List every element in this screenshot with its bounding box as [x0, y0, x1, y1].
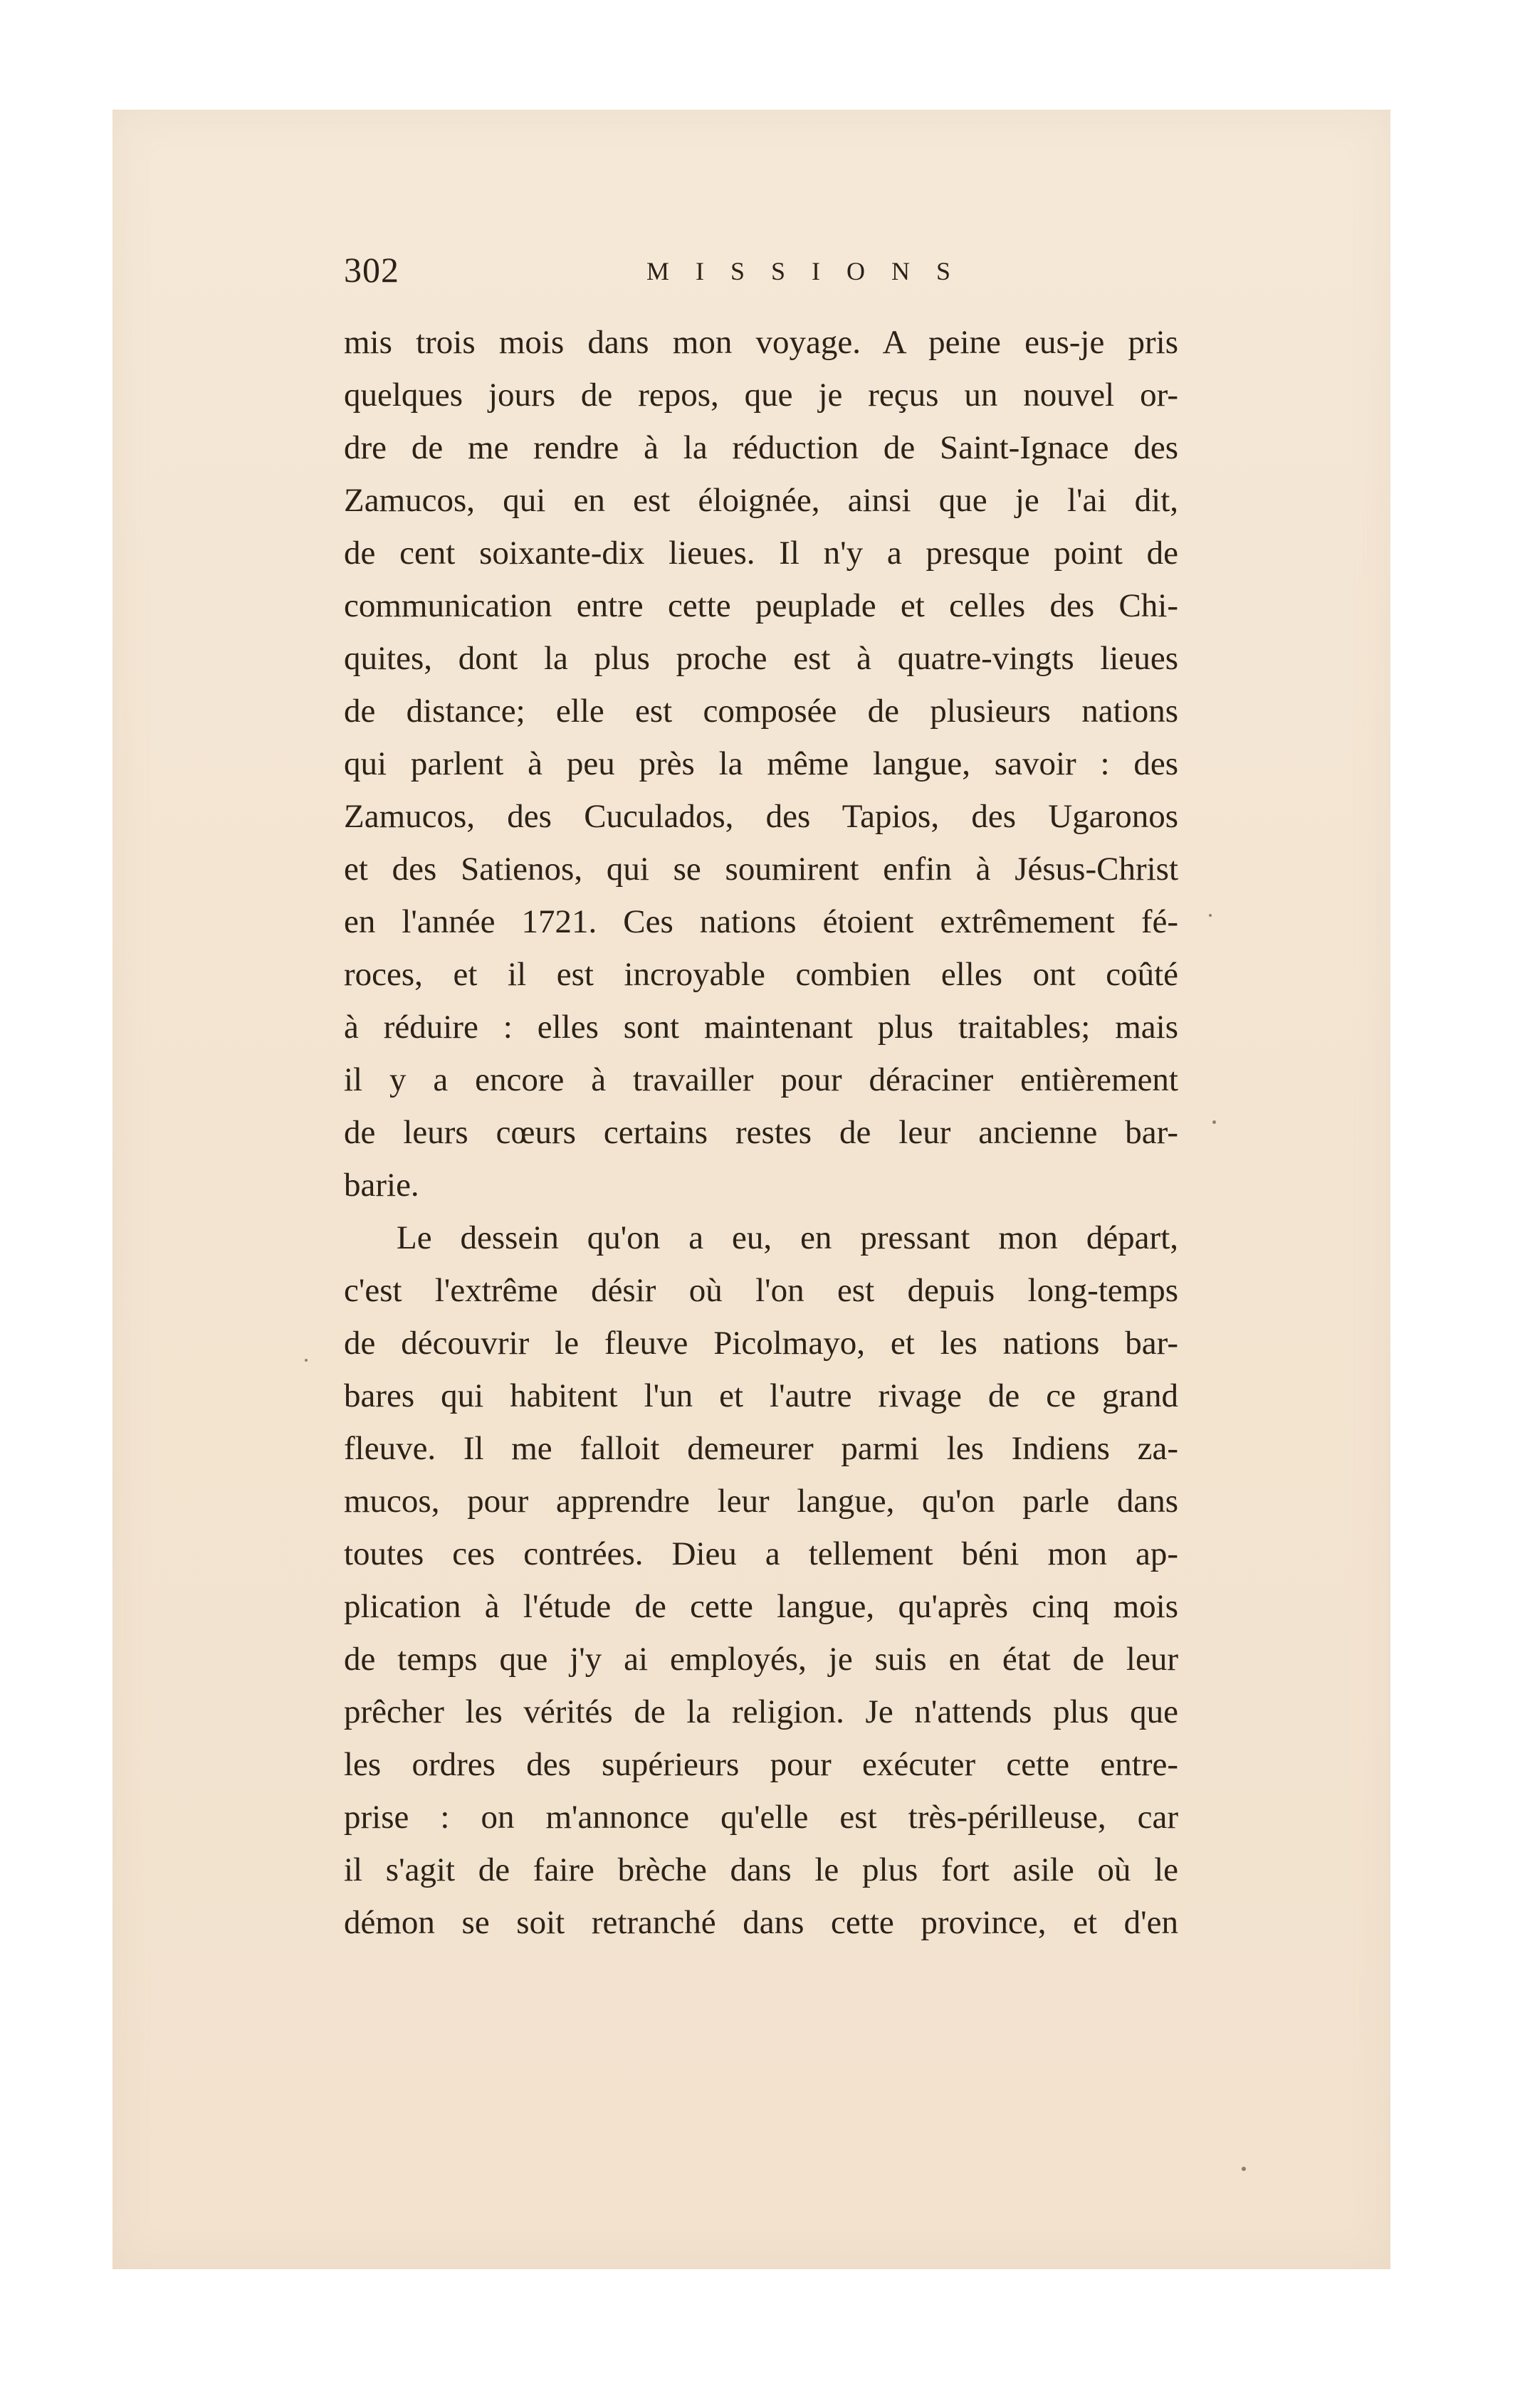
- text-line: dre de me rendre à la réduction de Saint-Ignace des: [344, 429, 1178, 466]
- text-line: qui parlent à peu près la même langue, savoir : des: [344, 745, 1178, 782]
- text-line: de temps que j'y ai employés, je suis en état de leur: [344, 1641, 1178, 1678]
- text-line: de cent soixante-dix lieues. Il n'y a presque point de: [344, 535, 1178, 572]
- text-line: roces, et il est incroyable combien elles ont coûté: [344, 956, 1178, 993]
- text-line: prise : on m'annonce qu'elle est très-périlleuse, car: [344, 1799, 1178, 1836]
- text-line: barie.: [344, 1167, 419, 1204]
- text-line: communication entre cette peuplade et celles des Chi-: [344, 587, 1178, 624]
- running-title: MISSIONS: [646, 257, 977, 285]
- paper-speck: [305, 1359, 308, 1362]
- text-line: il y a encore à travailler pour déraciner entièrement: [344, 1061, 1178, 1098]
- text-line: mucos, pour apprendre leur langue, qu'on parle dans: [344, 1483, 1178, 1520]
- body-text: [344, 316, 1178, 1949]
- text-line: bares qui habitent l'un et l'autre rivage de ce grand: [344, 1377, 1178, 1414]
- text-line: quelques jours de repos, que je reçus un nouvel or-: [344, 377, 1178, 414]
- text-line: les ordres des supérieurs pour exécuter cette entre-: [344, 1746, 1178, 1783]
- book-page: [112, 110, 1390, 2269]
- paper-speck: [1242, 2167, 1246, 2171]
- text-line: et des Satienos, qui se soumirent enfin à Jésus-Christ: [344, 851, 1178, 888]
- text-line: il s'agit de faire brèche dans le plus fort asile où le: [344, 1851, 1178, 1888]
- text-line: c'est l'extrême désir où l'on est depuis long-temps: [344, 1272, 1178, 1309]
- paper-speck: [1212, 1120, 1216, 1124]
- text-line: plication à l'étude de cette langue, qu'après cinq mois: [344, 1588, 1178, 1625]
- page-header: [344, 249, 1178, 292]
- text-line: en l'année 1721. Ces nations étoient extrêmement fé-: [344, 903, 1178, 940]
- text-line: fleuve. Il me falloit demeurer parmi les Indiens za-: [344, 1430, 1178, 1467]
- text-line: Zamucos, qui en est éloignée, ainsi que je l'ai dit,: [344, 482, 1178, 519]
- text-line: de leurs cœurs certains restes de leur ancienne bar-: [344, 1114, 1178, 1151]
- paper-speck: [1209, 914, 1212, 917]
- text-line: quites, dont la plus proche est à quatre-vingts lieues: [344, 640, 1178, 677]
- text-line: de découvrir le fleuve Picolmayo, et les nations bar-: [344, 1325, 1178, 1362]
- text-line: mis trois mois dans mon voyage. A peine eus-je pris: [344, 324, 1178, 361]
- text-line: à réduire : elles sont maintenant plus traitables; mais: [344, 1009, 1178, 1046]
- text-line: prêcher les vérités de la religion. Je n'attends plus que: [344, 1693, 1178, 1730]
- text-line: Zamucos, des Cuculados, des Tapios, des Ugaronos: [344, 798, 1178, 835]
- text-line: démon se soit retranché dans cette province, et d'en: [344, 1904, 1178, 1941]
- text-line: de distance; elle est composée de plusieurs nations: [344, 693, 1178, 730]
- text-line: Le dessein qu'on a eu, en pressant mon départ,: [397, 1219, 1178, 1256]
- text-line: toutes ces contrées. Dieu a tellement béni mon ap-: [344, 1535, 1178, 1572]
- page-number: 302: [344, 250, 399, 290]
